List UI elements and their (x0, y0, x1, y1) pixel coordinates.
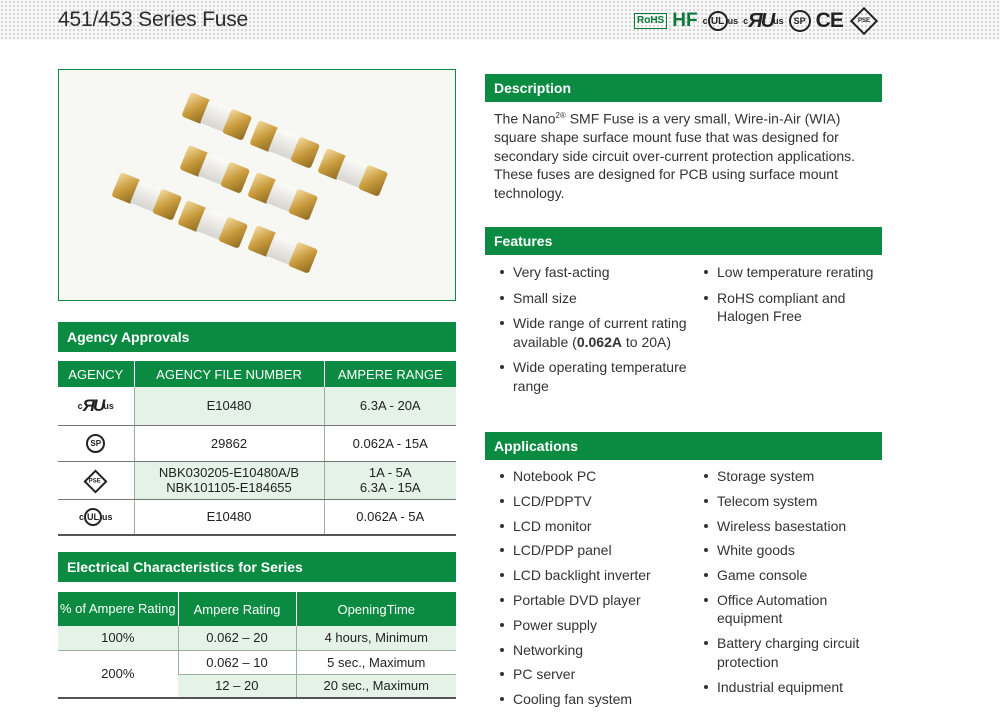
description-text-rest: SMF Fuse is a very small, Wire-in-Air (WIA) square shape surface mount fuse that was designed for secondary side circuit over-current protection applications. These fuses are designed for PCB using surface mount technology. (494, 110, 856, 201)
pse-icon: PSE (848, 11, 880, 31)
agency-approvals-heading: Agency Approvals (58, 322, 456, 352)
ul-recognized-icon: c ЯU us (58, 387, 134, 425)
list-item: Cooling fan system (494, 690, 694, 709)
page-title: 451/453 Series Fuse (58, 8, 248, 31)
list-item (494, 314, 694, 351)
list-item: LCD monitor (494, 517, 694, 536)
table-row (58, 650, 456, 674)
ampere-rating: 0.062 – 20 (178, 626, 296, 650)
ul-listed-icon: c UL us (58, 499, 134, 535)
feature-range-text: Wide range of current rating available ( (513, 315, 687, 350)
description-heading: Description (485, 74, 882, 102)
fuse-components (111, 92, 388, 274)
col-header-agency: AGENCY (58, 361, 134, 387)
feature-range-min: 0.062A (576, 333, 622, 350)
description-text (494, 107, 879, 202)
agency-approvals-table (58, 361, 456, 536)
ampere-range: 6.3A - 20A (324, 387, 456, 425)
list-item: Low temperature rerating (698, 263, 878, 282)
file-number: E10480 (134, 499, 324, 535)
col-header-opening-time: OpeningTime (296, 592, 456, 626)
opening-time: 5 sec., Maximum (296, 650, 456, 674)
certification-marks (634, 8, 880, 34)
file-number-line: NBK101105-E184655 (166, 480, 292, 495)
list-item: RoHS compliant and Halogen Free (698, 289, 878, 326)
list-item: Very fast-acting (494, 263, 694, 282)
table-row (58, 499, 456, 535)
rohs-mark: RoHS (634, 13, 667, 29)
features-heading: Features (485, 227, 882, 255)
table-row (58, 626, 456, 650)
ul-listed-icon: c UL us (703, 11, 739, 31)
file-number (134, 461, 324, 499)
halogen-free-mark: HF (672, 10, 698, 31)
electrical-characteristics-table (58, 592, 456, 699)
fuse-illustration (59, 70, 456, 301)
list-item: Wireless basestation (698, 517, 882, 536)
list-item: Telecom system (698, 492, 882, 511)
col-header-ampere-range: AMPERE RANGE (324, 361, 456, 387)
file-number: E10480 (134, 387, 324, 425)
list-item: Battery charging circuit protection (698, 634, 882, 671)
table-header-row (58, 592, 456, 626)
features-list-left (494, 263, 694, 395)
applications-heading: Applications (485, 432, 882, 460)
applications-list-right (698, 467, 882, 696)
opening-time: 20 sec., Maximum (296, 674, 456, 698)
csa-icon: SP (789, 10, 811, 32)
csa-icon: SP (58, 425, 134, 461)
file-number-line: NBK030205-E10480A/B (158, 465, 300, 480)
features-list-right (698, 263, 878, 326)
list-item: Power supply (494, 616, 694, 635)
list-item: LCD/PDP panel (494, 541, 694, 560)
col-header-ampere-rating: Ampere Rating (178, 592, 296, 626)
percent-ampere: 200% (58, 650, 178, 698)
ampere-range (324, 461, 456, 499)
list-item: Game console (698, 566, 882, 585)
opening-time: 4 hours, Minimum (296, 626, 456, 650)
file-number: 29862 (134, 425, 324, 461)
table-row (58, 461, 456, 499)
table-row (58, 387, 456, 425)
list-item: Portable DVD player (494, 591, 694, 610)
pse-icon: PSE (58, 461, 134, 499)
ampere-range-line: 6.3A - 15A (359, 480, 421, 495)
electrical-characteristics-heading: Electrical Characteristics for Series (58, 552, 456, 582)
list-item: Office Automation equipment (698, 591, 882, 628)
list-item: LCD/PDPTV (494, 492, 694, 511)
ce-icon: CE (815, 9, 843, 32)
list-item: Wide operating temperature range (494, 358, 694, 395)
list-item: Networking (494, 641, 694, 660)
col-header-file-number: AGENCY FILE NUMBER (134, 361, 324, 387)
description-superscript: 2® (555, 111, 566, 120)
list-item: Notebook PC (494, 467, 694, 486)
ampere-rating: 0.062 – 10 (178, 650, 296, 674)
description-text-start: The Nano (494, 110, 556, 127)
ampere-rating: 12 – 20 (178, 674, 296, 698)
list-item: PC server (494, 665, 694, 684)
col-header-percent-ampere: % of Ampere Rating (58, 592, 178, 626)
list-item: Small size (494, 289, 694, 308)
product-photo (58, 69, 456, 301)
list-item: Industrial equipment (698, 678, 882, 697)
table-row (58, 425, 456, 461)
applications-list-left (494, 467, 694, 709)
list-item: White goods (698, 541, 882, 560)
list-item: Storage system (698, 467, 882, 486)
ampere-range: 0.062A - 15A (324, 425, 456, 461)
table-header-row (58, 361, 456, 387)
ampere-range-line: 1A - 5A (368, 465, 412, 480)
percent-ampere: 100% (58, 626, 178, 650)
ampere-range: 0.062A - 5A (324, 499, 456, 535)
feature-range-text-end: to 20A) (621, 333, 672, 350)
ul-recognized-icon: c ЯU us (743, 9, 784, 32)
list-item: LCD backlight inverter (494, 566, 694, 585)
